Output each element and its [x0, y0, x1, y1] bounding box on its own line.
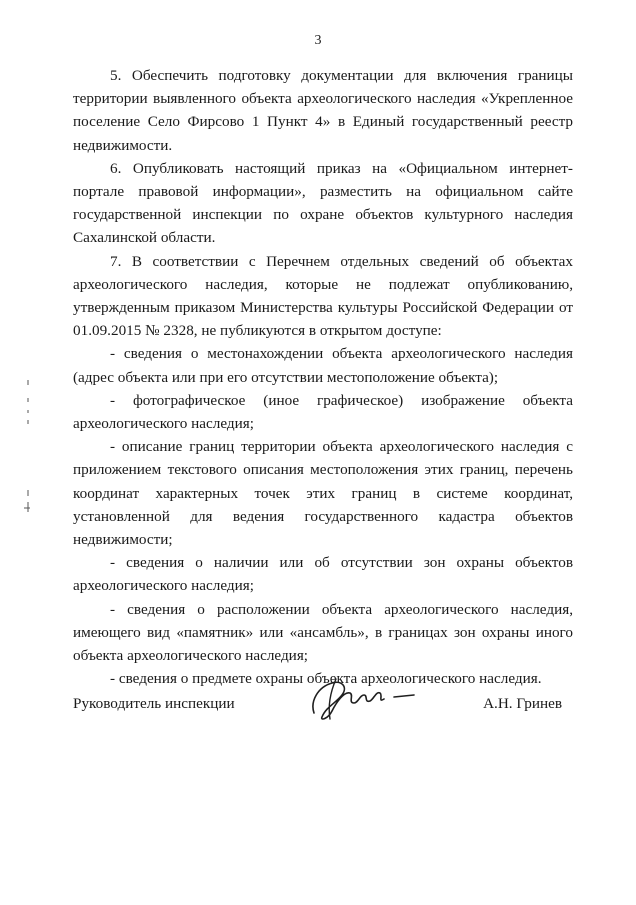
list-item-subject-protection: - сведения о предмете охраны объекта археологического наследия. — [110, 670, 542, 688]
handwritten-signature-icon — [308, 673, 428, 723]
page-number: 3 — [314, 33, 322, 48]
paragraph-5-publish-docs: 5. Обеспечить подготовку документации для включения границы территории выявленного объекта археологического наследия «Укрепленное поселение Село Фирсово 1 Пункт 4» в Единый государственный реестр недвижимости. — [73, 67, 573, 154]
list-item-location: - сведения о местонахождении объекта археологического наследия (адрес объекта или при его отсутствии местоположение объекта); — [73, 345, 573, 386]
paragraph-6-publish-order: 6. Опубликовать настоящий приказ на «Официальном интернет-портале правовой информации», разместить на официальном сайте государственной инспекции по охране объектов культурного наследия Сахалинской области. — [73, 159, 573, 247]
list-item-boundaries: - описание границ территории объекта археологического наследия с приложением текстового описания местоположения этих границ, перечень координат характерных точек этих границ в системе координат, установленной для ведения государственного кадастра объектов недвижимости; — [73, 438, 573, 549]
paragraph-7-restricted-info: 7. В соответствии с Перечнем отдельных сведений об объектах археологического наследия, которые не подлежат опубликованию, утвержденным приказом Министерства культуры Российской Федерации от 01.09.2015 № 2328, не публикуются в открытом доступе: — [73, 252, 573, 340]
document-body — [73, 64, 573, 690]
signer-name: А.Н. Гринев — [483, 695, 562, 712]
list-item-placement: - сведения о расположении объекта археологического наследия, имеющего вид «памятник» или «ансамбль», в границах зон охраны иного объекта археологического наследия; — [73, 600, 573, 665]
signature-block — [73, 695, 573, 725]
list-item-photo: - фотографическое (иное графическое) изображение объекта археологического наследия; — [73, 391, 573, 433]
margin-scan-marks-icon — [20, 380, 40, 530]
list-item-protection-zones: - сведения о наличии или об отсутствии зон охраны объектов археологического наследия; — [73, 554, 573, 595]
signer-title: Руководитель инспекции — [73, 695, 235, 712]
